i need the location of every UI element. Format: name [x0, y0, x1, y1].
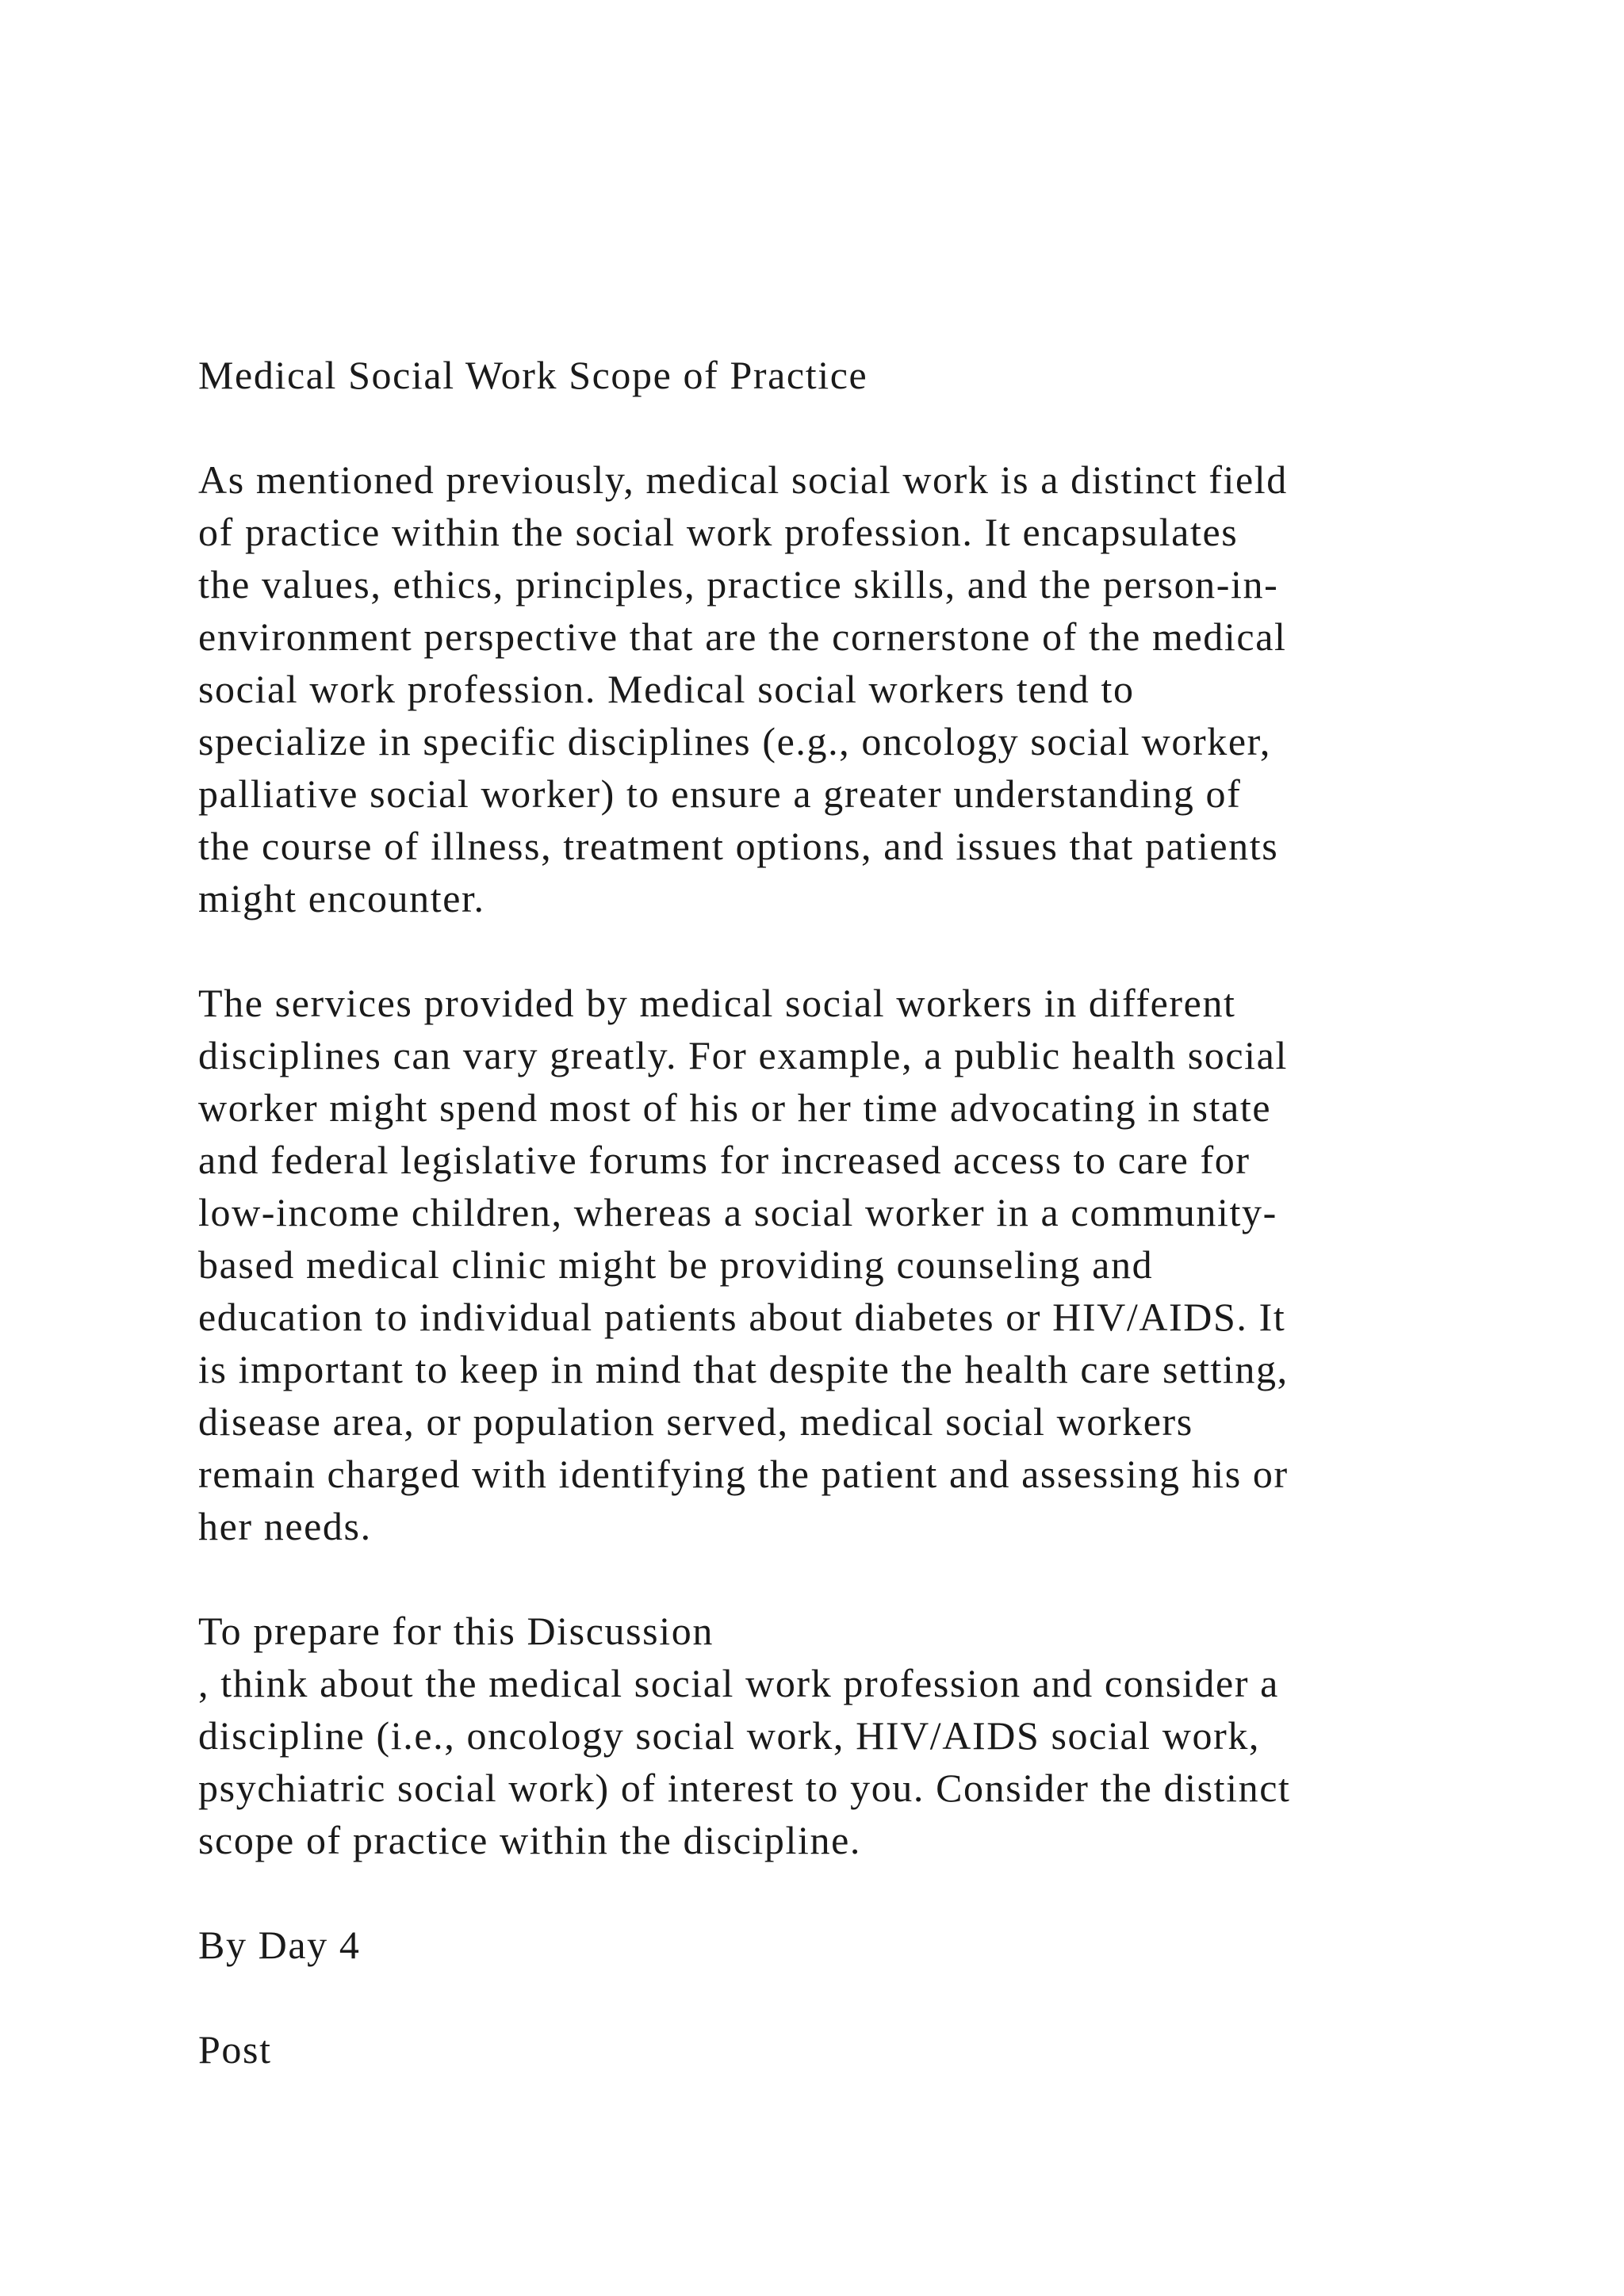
text-line: discipline (i.e., oncology social work, HIV/AIDS social work,	[198, 1713, 1261, 1758]
document-title: Medical Social Work Scope of Practice	[198, 353, 868, 397]
text-line: remain charged with identifying the patient and assessing his or	[198, 1452, 1289, 1496]
document-body	[198, 349, 1515, 2076]
paragraph-gap	[198, 1552, 1515, 1605]
text-line: of practice within the social work profession. It encapsulates	[198, 510, 1239, 554]
text-line: social work profession. Medical social workers tend to	[198, 667, 1135, 711]
text-line: To prepare for this Discussion	[198, 1609, 714, 1653]
by-day-heading: By Day 4	[198, 1923, 361, 1967]
text-line: disease area, or population served, medical social workers	[198, 1399, 1193, 1444]
text-line: education to individual patients about diabetes or HIV/AIDS. It	[198, 1295, 1286, 1339]
text-line: environment perspective that are the cornerstone of the medical	[198, 614, 1287, 659]
paragraph-gap	[198, 1866, 1515, 1919]
text-line: low-income children, whereas a social worker in a community-	[198, 1190, 1277, 1234]
text-line: worker might spend most of his or her time advocating in state	[198, 1085, 1272, 1130]
text-line: As mentioned previously, medical social work is a distinct field	[198, 457, 1288, 502]
text-line: might encounter.	[198, 876, 485, 920]
paragraph-intro	[198, 453, 1515, 924]
text-line: based medical clinic might be providing counseling and	[198, 1242, 1154, 1287]
text-line: is important to keep in mind that despite the health care setting,	[198, 1347, 1289, 1391]
text-line: her needs.	[198, 1504, 372, 1548]
paragraph-gap	[198, 401, 1515, 453]
text-line: the values, ethics, principles, practice skills, and the person-in-	[198, 562, 1279, 607]
paragraph-gap	[198, 924, 1515, 977]
paragraph-gap	[198, 1971, 1515, 2023]
post-heading: Post	[198, 2027, 272, 2072]
text-line: scope of practice within the discipline.	[198, 1818, 861, 1862]
text-line: The services provided by medical social workers in different	[198, 981, 1236, 1025]
paragraph-prepare	[198, 1605, 1515, 1866]
text-line: specialize in specific disciplines (e.g., oncology social worker,	[198, 719, 1271, 763]
text-line: , think about the medical social work profession and consider a	[198, 1661, 1279, 1705]
text-line: psychiatric social work) of interest to you. Consider the distinct	[198, 1766, 1291, 1810]
text-line: and federal legislative forums for increased access to care for	[198, 1138, 1251, 1182]
text-line: palliative social worker) to ensure a greater understanding of	[198, 771, 1242, 816]
paragraph-services	[198, 977, 1515, 1552]
text-line: the course of illness, treatment options, and issues that patients	[198, 824, 1279, 868]
text-line: disciplines can vary greatly. For example, a public health social	[198, 1033, 1288, 1077]
